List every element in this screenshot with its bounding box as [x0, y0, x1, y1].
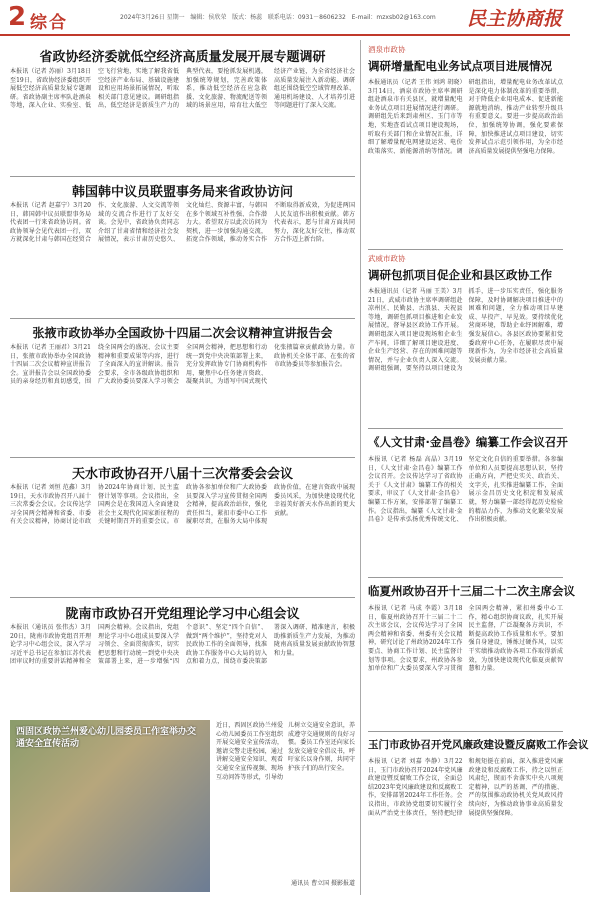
headline-a3: 韩国韩中议员联盟事务局来省政协访问	[71, 185, 293, 200]
article-a4-body: 本报讯（记者 王丽君）3月21日，张掖市政协举办全国政协十四届二次会议精神宣讲报告会。宣讲报告会以全国政协委员的亲身经历和真切感受，围绕全国两会的盛况、会议主要精神和重要成果等内容，进行了全面深入的宣讲解读。报告会要求，全市各级政协组织和广大政协委员要深入学习领会全国两会精神，把思想和行动统一到党中央决策部署上来，充分发挥政协专门协商机构作用，聚焦中心任务建言资政、凝聚共识，为谱写中国式现代化张掖篇章贡献政协力量。市政协机关全体干部、在张的省市政协委员等参加报告会。	[10, 344, 355, 386]
article-a8-body: 本报讯（记者 杨磊 高晶）3月19日，《人文甘肃·金昌卷》编纂工作会议召开。会议传达学习了省政协关于《人文甘肃》编纂工作的相关要求，审议了《人文甘肃·金昌卷》编纂工作方案，安排部署了编纂工作。会议指出，编纂《人文甘肃·金昌卷》是传承弘扬优秀传统文化、坚定文化自信的重要举措。各参编单位和人员要提高思想认识，坚持正确方向，严把史实关、政治关、文字关，扎实推进编纂工作，全面展示金昌历史文化积淀和发展成就，努力编纂一部经得起历史检验的精品力作，为推动文化繁荣发展作出积极贡献。	[368, 456, 563, 524]
editor: 编辑：侯欣荣	[190, 14, 227, 21]
phone: 联系电话：0931－8606232	[267, 14, 346, 21]
design: 版式：杨蕊	[232, 14, 263, 21]
headline-a9: 临夏州政协召开十三届二十二次主席会议	[368, 584, 575, 598]
photo-text: 近日，西固区政协兰州爱心幼儿园委员工作室组织开展交通安全宣传活动，邀请交警走进校园，通过讲解交通安全知识、观看交通安全宣传视频、现场互动问答等形式，引导幼儿树立交通安全意识，养成遵守交通规则的良好习惯。委员工作室还向家长发放交通安全倡议书，呼吁家长以身作则，共同守护孩子们的出行安全。	[216, 722, 355, 781]
email: E-mail：mzxsb02@163.com	[351, 14, 436, 21]
headline-a7: 调研包抓项目促企业和县区政协工作	[368, 268, 552, 282]
article-a7-body: 本报通讯员（记者 马丽 王美）3月21日，武威市政协主席率调研组赴凉州区、民勤县、古浪县、天祝县等地，调研包抓项目推进和企业发展情况，督导县区政协工作开展。调研组深入项目建设现场和企业生产车间，详细了解项目建设进度、企业生产经营、存在的困难问题等情况，并与企业负责人深入交流。调研组强调，要坚持以项目建设为抓手，进一步压实责任，强化服务保障，及时协调解决项目推进中的困难和问题，全力推动项目早建成、早投产、早见效。要持续优化营商环境，帮助企业纾困解难，增强发展信心。各县区政协要紧扣党委政府中心任务，在履职尽责中展现新作为，为全市经济社会高质量发展贡献力量。	[368, 288, 563, 373]
photo	[10, 720, 210, 892]
article-a6-body: 本报讯（通讯员 张伟杰）3月20日，陇南市政协党组召开理论学习中心组会议，深入学习习近平总书记在参加江苏代表团审议时的重要讲话精神和全国两会精神。会议指出，党组理论学习中心组成员要深入学习领会、全面贯彻落实，切实把思想和行动统一到党中央决策部署上来，进一步增强“四个意识”、坚定“四个自信”、做到“两个维护”，坚持党对人民政协工作的全面领导，找准政协工作服务中心大局的切入点和着力点，围绕市委决策部署深入调研、精准建言，积极助推新质生产力发展，为推动陇南高质量发展贡献政协智慧和力量。	[10, 624, 355, 666]
headline-a5: 天水市政协召开八届十三次常委会会议	[71, 467, 293, 482]
section-tag: 酒泉市政协	[368, 45, 406, 54]
section-title: 综合	[30, 13, 68, 33]
photo-credit: 通讯员 曹立国 摄影报道	[291, 880, 355, 887]
article-a5-body: 本报讯（记者 刘恒 范鑫）3月19日，天水市政协召开八届十三次常委会会议。会议传达学习全国两会精神和省委、市委有关会议精神，协商讨论市政协2024年协商计划、民主监督计划等事项。会议指出，全国两会是在我国迈入全面建设社会主义现代化国家新征程的关键时期召开的重要会议。市政协各参加单位和广大政协委员要深入学习宣传贯彻全国两会精神，提高政治站位，强化责任担当，紧扣市委中心工作履职尽责，在服务大局中体现政协价值，在建言资政中展现委员风采，为加快建设现代化幸福美好新天水作出新的更大贡献。	[10, 484, 355, 526]
newspaper-logo: 民主协商报	[466, 8, 562, 30]
section-tag: 武威市政协	[368, 254, 406, 263]
headline-a10: 玉门市政协召开党风廉政建设暨反腐败工作会议	[368, 739, 589, 751]
article-a10-body: 本报讯（记者 刘嘉 李静）3月22日，玉门市政协召开2024年党风廉政建设暨反腐败工作会议，全面总结2023年党风廉政建设和反腐败工作，安排部署2024年工作任务。会议指出，市政协党组要切实履行全面从严治党主体责任，坚持把纪律和规矩挺在前面，深入推进党风廉政建设和反腐败工作，持之以恒正风肃纪，锲而不舍落实中央八项规定精神，以严的基调、严的措施、严的氛围推动政协机关党风政风持续向好，为推动政协事业高质量发展提供坚强保障。	[368, 758, 563, 817]
divider	[10, 457, 355, 458]
article-a3-body: 本报讯（记者 赵嘉宁）3月20日，韩国韩中议员联盟事务局代表团一行来省政协访问。省政协领导会见代表团一行，双方就深化甘肃与韩国在经贸合作、文化旅游、人文交流等领域的交流合作进行了友好交谈。会见中，省政协负责同志介绍了甘肃省情和经济社会发展情况，表示甘肃历史悠久、文化灿烂、资源丰富，与韩国在多个领域互补性强、合作潜力大。希望双方以此次访问为契机，进一步加强沟通交流，拓宽合作领域，推动务实合作不断取得新成效，为促进两国人民友谊作出积极贡献。韩方代表表示，愿与甘肃方面共同努力，深化友好交往，推动双方合作迈上新台阶。	[10, 202, 355, 244]
column-divider	[360, 40, 361, 895]
headline-a4: 张掖市政协举办全国政协十四届二次会议精神宣讲报告会	[32, 326, 333, 340]
page-number: 2	[8, 2, 27, 32]
divider	[10, 597, 355, 598]
divider	[368, 249, 563, 250]
article-a2-body: 本报通讯员（记者 王伟 刘鸿 胡晓）3月14日，酒泉市政协主席率调研组赴酒泉市有关县区，就增量配电业务试点项目进展情况进行调研。调研组先后来到肃州区、玉门市等地，实地查看试点项目建设现场，听取有关部门和企业情况汇报，详细了解增量配电网建设运营、电价政策落实、新能源消纳等情况。调研组指出，增量配电业务改革试点是深化电力体制改革的重要举措，对于降低企业用电成本、促进新能源就地消纳、推动产业转型升级具有重要意义。要进一步提高政治站位，加强统筹协调，强化要素保障，加快推进试点项目建设，切实发挥试点示范引领作用，为全市经济高质量发展提供坚强电力保障。	[368, 79, 563, 155]
divider	[10, 176, 355, 177]
headline-a1: 省政协经济委就低空经济高质量发展开展专题调研	[39, 50, 326, 65]
divider	[10, 318, 355, 319]
headline-a2: 调研增量配电业务试点项目进展情况	[368, 59, 552, 73]
masthead	[0, 0, 570, 36]
issue-date: 2024年3月26日 星期一	[120, 14, 185, 21]
photo-caption: 西固区政协兰州爱心幼儿园委员工作室举办交通安全宣传活动	[16, 727, 197, 749]
divider	[368, 428, 563, 429]
article-a9-body: 本报讯（记者 马成 李霞）3月18日，临夏州政协召开十三届二十二次主席会议，会议传达学习了全国两会精神和省委、州委有关会议精神，研究讨论了州政协2024年工作要点、协商工作计划、民主监督计划等事项。会议要求，州政协各参加单位和广大委员要深入学习贯彻全国两会精神，紧扣州委中心工作，精心组织协商议政，扎实开展民主监督，广泛凝聚各方共识，不断提高政协工作质量和水平。要加强自身建设，锤炼过硬作风，以实干实绩推动政协各项工作取得新成效，为加快建设现代化临夏贡献智慧和力量。	[368, 605, 563, 673]
divider	[368, 731, 563, 732]
headline-a6: 陇南市政协召开党组理论学习中心组会议	[65, 607, 300, 622]
article-a1-body: 本报讯（记者 苏丽）3月18日至19日，省政协经济委组织开展低空经济高质量发展专题调研。省政协副主席率队赴酒泉等地，深入企业、实验室、低空飞行营地，实地了解我省低空经济产业布局、基础设施建设和应用场景拓展情况，听取相关部门意见建议。调研组指出，低空经济是新质生产力的典型代表，要抢抓发展机遇，加强统筹规划，完善政策体系，推动低空经济在应急救援、文化旅游、物流配送等领域的场景应用，培育壮大低空经济产业链，为全省经济社会高质量发展注入新动能。调研组还围绕低空空域管理改革、通用机场建设、人才培养引进等问题进行了深入交流。	[10, 68, 355, 110]
headline-a8: 《人文甘肃·金昌卷》编纂工作会议召开	[368, 435, 568, 449]
divider	[368, 577, 563, 578]
masthead-meta	[120, 12, 436, 21]
